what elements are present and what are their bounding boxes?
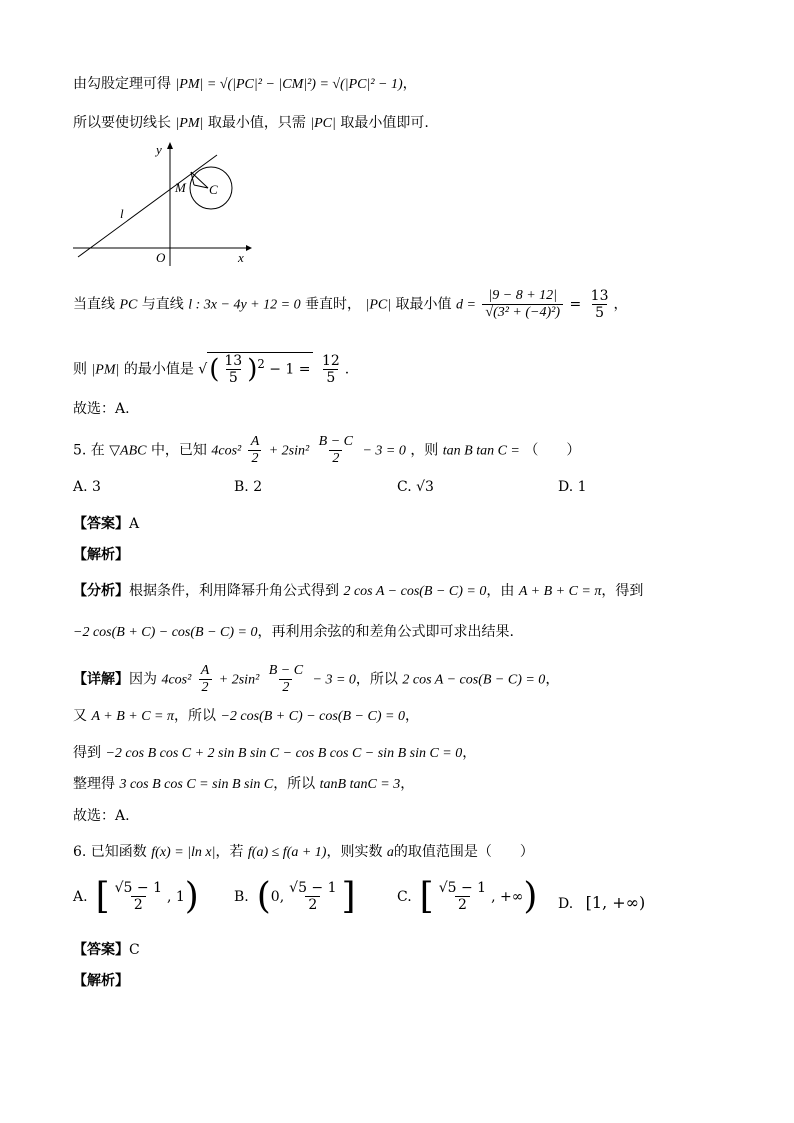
q5-fenxi-a: 根据条件，利用降幂升角公式得到 xyxy=(129,583,339,599)
q5-eq-a: 4cos² xyxy=(211,443,242,459)
label-x: x xyxy=(238,250,244,265)
q5-target: tan B tan C = xyxy=(442,443,520,459)
label-y: y xyxy=(156,142,162,157)
q6-var-a: a xyxy=(386,845,394,860)
q6-answer: C xyxy=(129,942,140,958)
q6-c-num: √5 − 1 xyxy=(438,880,487,896)
q5-l2-eq1: A + B + C = π xyxy=(91,709,174,724)
q5-option-a: A. 3 xyxy=(73,479,101,495)
q5-l4-a: 整理得 xyxy=(73,776,115,792)
q5-l4-b: ，所以 xyxy=(273,776,316,792)
q5-answer-tag: 【答案】 xyxy=(73,516,129,532)
label-o: O xyxy=(156,250,166,265)
q5-frac1-num: A xyxy=(250,434,260,449)
q5-stem-c: ，则 xyxy=(410,442,439,459)
q5-answer: A xyxy=(129,516,140,532)
q6-stem-d: 的取值范围是（ ） xyxy=(393,844,534,860)
perpendicular-line: 当直线 PC 与直线 l : 3x − 4y + 12 = 0 垂直时， |PC| 取最小值 d = $\frac{|9 - 8 + 12|}{\text{√(3² + (−4)²)}}$ = $\frac{13}{5}$ ， xyxy=(73,288,628,321)
q5-detail-line-4 xyxy=(73,774,414,795)
q5-frac1 xyxy=(248,434,263,467)
distance-result xyxy=(588,288,612,321)
perp-text-c: 垂直时， xyxy=(305,296,362,313)
q6-option-c-frac xyxy=(436,880,489,913)
pmmin-inner-den: 5 xyxy=(226,369,241,386)
q5-detail-a: 因为 xyxy=(129,671,157,688)
q6-b-num: √5 − 1 xyxy=(289,880,337,896)
tangent-text-c: 取最小值即可. xyxy=(340,115,429,131)
q6-option-a-label: A. xyxy=(73,888,88,905)
q5-l3-eq: −2 cos B cos C + 2 sin B sin C − cos B cos C − sin B sin C = 0 xyxy=(105,746,463,761)
q5-detail-eq-a: 4cos² xyxy=(161,672,192,688)
q5-select: 故选：A. xyxy=(73,808,130,824)
q5-fenxi-tag: 【分析】 xyxy=(73,583,129,599)
label-l: l xyxy=(120,206,124,221)
q6-stem xyxy=(73,842,534,863)
q5-detail-frac1-num: A xyxy=(200,663,210,678)
line-l xyxy=(78,155,217,257)
q5-detail-eq-b: + 2sin² xyxy=(218,672,260,688)
q5-l2-a: 又 xyxy=(73,708,87,724)
perp-text-b: 与直线 xyxy=(141,296,184,313)
q5-fenxi-eq1: 2 cos A − cos(B − C) = 0 xyxy=(343,584,487,599)
q6-option-a-tail: , 1 xyxy=(166,888,185,905)
y-axis-arrow-icon xyxy=(167,142,173,149)
q5-frac2-num: B − C xyxy=(318,434,353,449)
q5-l2-c: ， xyxy=(404,708,419,724)
q5-fenxi-d: ，再利用余弦的和差角公式即可求出结果. xyxy=(257,624,514,640)
pmmin-pm: |PM| xyxy=(91,362,120,378)
pythagoras-text: 由勾股定理可得 xyxy=(73,76,171,92)
sqrt-content: ( $\frac{13}{5}$ )$^2$ − 1 = xyxy=(209,353,311,386)
line-equation: l : 3x − 4y + 12 = 0 xyxy=(188,297,301,313)
pythagoras-line: 由勾股定理可得 |PM| = √(|PC|² − |CM|²) = √(|PC|² − 1)， xyxy=(73,76,417,92)
q5-detail-c: ， xyxy=(545,671,560,688)
q5-detail-b: ，所以 xyxy=(355,671,398,688)
q5-paren: （ ） xyxy=(524,442,581,459)
pythagoras-formula: |PM| = √(|PC|² − |CM|²) = √(|PC|² − 1) xyxy=(175,77,403,92)
q6-answer-tag: 【答案】 xyxy=(73,942,129,958)
pc-abs: |PC| xyxy=(310,116,336,131)
pmmin-result-den: 5 xyxy=(323,369,338,386)
tangent-min-line xyxy=(73,113,429,134)
q5-stem xyxy=(73,434,580,467)
q5-detail-frac2-den: 2 xyxy=(279,679,292,696)
tangent-text-b: 取最小值，只需 xyxy=(207,115,306,131)
q6-function: f(x) = |ln x| xyxy=(151,845,216,860)
q5-option-b: B. 2 xyxy=(234,479,263,495)
geometry-figure xyxy=(70,140,260,270)
q5-detail-frac1 xyxy=(198,663,213,696)
x-axis-arrow-icon xyxy=(246,245,252,251)
q5-frac2-den: 2 xyxy=(329,450,342,467)
pmmin-inner-fraction xyxy=(221,353,245,386)
distance-denominator: √(3² + (−4)²) xyxy=(482,304,563,321)
q5-answer-line xyxy=(73,514,139,534)
q6-option-b-label: B. xyxy=(234,888,249,905)
pmmin-text-a: 则 xyxy=(73,361,87,378)
q5-detail-eq-c: − 3 = 0 xyxy=(312,672,356,688)
q6-a-num: √5 − 1 xyxy=(114,880,162,896)
q5-l2-eq2: −2 cos(B + C) − cos(B − C) = 0 xyxy=(220,709,405,724)
sqrt-icon: √ xyxy=(198,361,208,378)
perp-end: ， xyxy=(613,296,628,313)
tangent-text-a: 所以要使切线长 xyxy=(73,115,171,131)
segment-mc xyxy=(191,172,208,188)
q5-detail-line-2 xyxy=(73,706,419,727)
distance-var: d = xyxy=(455,297,476,313)
distance-fraction xyxy=(482,288,563,321)
label-m: M xyxy=(175,180,186,195)
q5-frac1-den: 2 xyxy=(248,450,261,467)
pmmin-inner-num: 13 xyxy=(224,353,243,369)
q5-option-c: C. √3 xyxy=(397,479,434,495)
q6-option-b-frac xyxy=(286,880,339,913)
q5-stem-a: 5. 在 xyxy=(73,442,105,459)
q6-option-b-head: 0, xyxy=(270,888,285,905)
q5-fenxi-eq3: −2 cos(B + C) − cos(B − C) = 0 xyxy=(73,625,258,640)
q6-answer-line xyxy=(73,940,140,960)
q5-eq-c: − 3 = 0 xyxy=(362,443,406,459)
q6-option-d xyxy=(558,893,645,912)
q5-detail-frac2-num: B − C xyxy=(268,663,304,678)
q5-fenxi-line-2 xyxy=(73,622,514,643)
pm-abs: |PM| xyxy=(175,116,204,131)
q5-l3-a: 得到 xyxy=(73,745,101,761)
q6-stem-c: ，则实数 xyxy=(326,844,383,860)
pmmin-minus: − 1 = xyxy=(269,361,311,378)
q5-detail-eq1: 2 cos A − cos(B − C) = 0 xyxy=(402,672,546,688)
q5-stem-b: 中，已知 xyxy=(150,442,207,459)
q5-detail-frac2 xyxy=(266,663,306,696)
q5-eq-b: + 2sin² xyxy=(268,443,310,459)
pmmin-result xyxy=(319,353,343,386)
pmmin-result-num: 12 xyxy=(321,353,340,369)
q5-fenxi-line-1 xyxy=(73,581,643,602)
q6-option-b: B. ( 0, $\frac{√5 - 1}{2}$ ] xyxy=(234,875,356,917)
q6-option-c-tail: , +∞ xyxy=(491,888,524,905)
q5-detail-frac1-den: 2 xyxy=(199,679,212,696)
label-c: C xyxy=(209,182,218,197)
q6-option-d-label: D. xyxy=(558,896,574,912)
pmmin-text-b: 的最小值是 xyxy=(123,361,194,378)
q5-option-d: D. 1 xyxy=(558,479,587,495)
pm-min-line xyxy=(73,352,349,386)
q5-detail-line-3 xyxy=(73,743,476,764)
q6-stem-b: ，若 xyxy=(215,844,244,860)
q6-option-c-label: C. xyxy=(397,888,412,905)
select-answer-1: 故选：A. xyxy=(73,401,130,417)
q6-option-d-value: [1, +∞) xyxy=(585,893,646,912)
q5-l4-eq2: tanB tanC = 3 xyxy=(319,777,401,792)
distance-numerator: |9 − 8 + 12| xyxy=(488,288,557,303)
perp-text-d: 取最小值 xyxy=(395,296,452,313)
distance-result-den: 5 xyxy=(592,304,607,321)
q6-analysis-tag: 【解析】 xyxy=(73,973,129,989)
perp-pc: PC xyxy=(119,297,138,313)
q5-fenxi-b: ，由 xyxy=(486,583,515,599)
q5-fenxi-eq2: A + B + C = π xyxy=(518,584,602,599)
q6-option-a-frac xyxy=(112,880,165,913)
q5-frac2 xyxy=(316,434,356,467)
q5-analysis-tag: 【解析】 xyxy=(73,547,129,563)
pmmin-end: . xyxy=(344,361,350,378)
q5-detail-tag: 【详解】 xyxy=(73,671,129,688)
q6-inequality: f(a) ≤ f(a + 1) xyxy=(247,845,327,860)
q5-l3-b: ， xyxy=(462,745,477,761)
q5-l2-b: ，所以 xyxy=(174,708,216,724)
q5-l4-eq1: 3 cos B cos C = sin B sin C xyxy=(119,777,274,792)
q5-detail-line-1 xyxy=(73,663,559,696)
perp-pc-abs: |PC| xyxy=(365,297,392,313)
q6-b-den: 2 xyxy=(305,896,320,913)
q6-c-den: 2 xyxy=(455,896,470,913)
perp-text-a: 当直线 xyxy=(73,296,115,313)
q6-a-den: 2 xyxy=(131,896,146,913)
q6-option-a: A. [ $\frac{√5 - 1}{2}$ , 1 ) xyxy=(73,875,199,917)
distance-result-num: 13 xyxy=(590,288,609,304)
q6-option-c: C. [ $\frac{√5 - 1}{2}$ , +∞ ) xyxy=(397,875,538,917)
q5-fenxi-c: ，得到 xyxy=(601,583,644,599)
q6-stem-a: 6. 已知函数 xyxy=(73,844,147,860)
q5-l4-c: ， xyxy=(400,776,415,792)
q5-triangle: ▽ABC xyxy=(109,443,147,459)
